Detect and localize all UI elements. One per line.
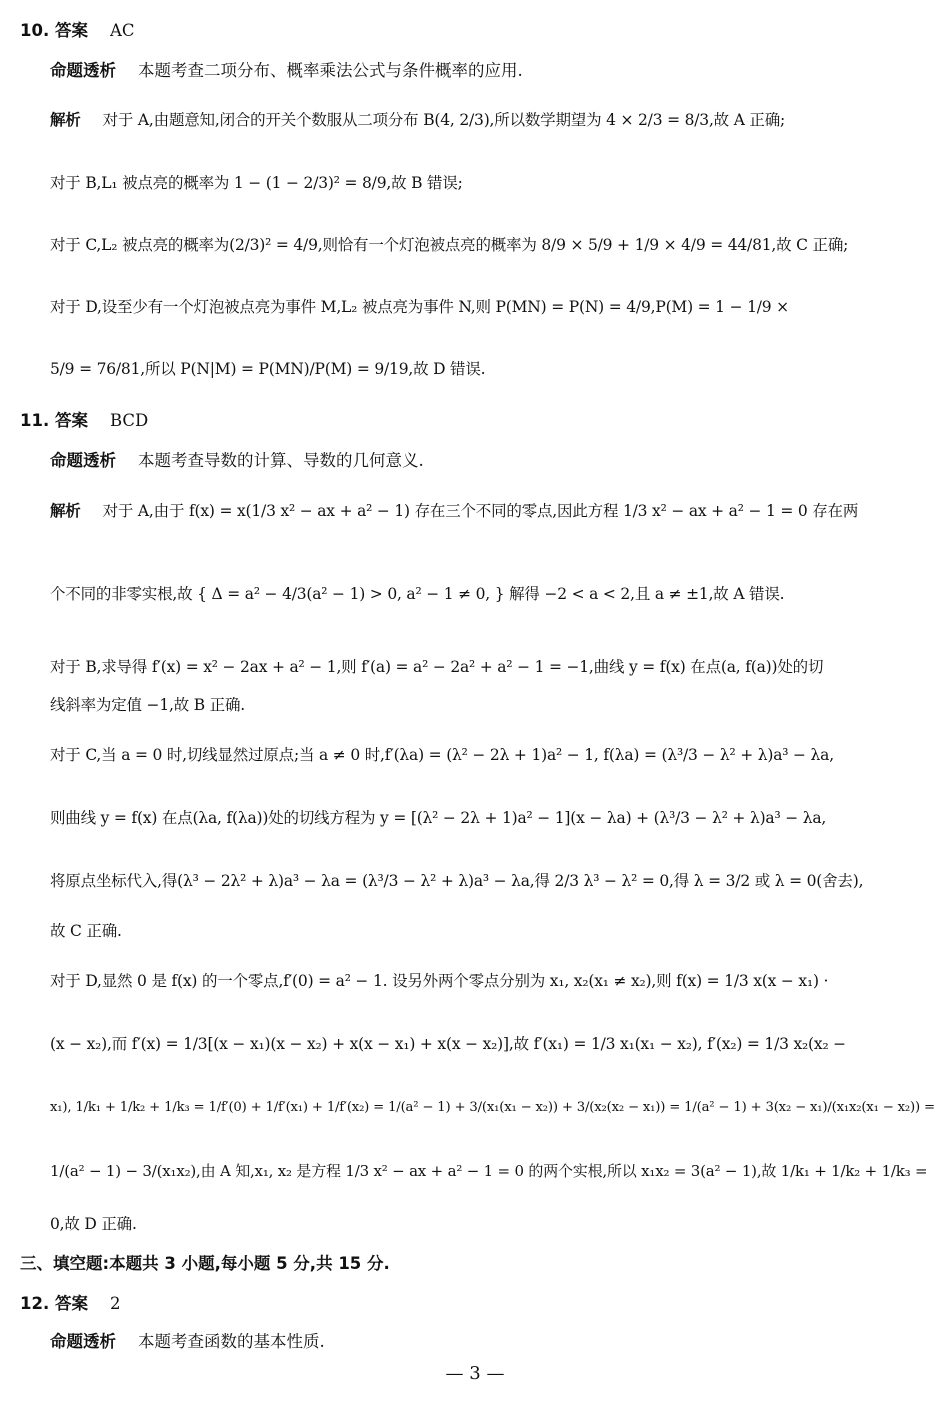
- analysis-label: 解析: [50, 111, 81, 129]
- page-number: — 3 —: [445, 1363, 505, 1384]
- q10-analysis-line-1: [50, 109, 785, 131]
- q10-line-5: 5/9 = 76/81,所以 P(N|M) = P(MN)/P(M) = 9/19,故 D 错误.: [50, 360, 486, 378]
- q11-line-5: 对于 C,当 a = 0 时,切线显然过原点;当 a ≠ 0 时,f′(λa) = (λ² − 2λ + 1)a² − 1, f(λa) = (λ³/3 − λ² + λ)a³ − λa,: [50, 746, 834, 764]
- q11-line-8: 故 C 正确.: [50, 922, 122, 940]
- q11-line-11: x₁), 1/k₁ + 1/k₂ + 1/k₃ = 1/f′(0) + 1/f′(x₁) + 1/f′(x₂) = 1/(a² − 1) + 3/(x₁(x₁ − x₂)) + 3/(x₂(x₂ − x₁)) = 1/(a² − 1) + 3(x₂ − x₁)/(x₁x₂(x₁ − x₂)) =: [50, 1100, 935, 1115]
- analysis-text: 对于 A,由于 f(x) = x(1/3 x² − ax + a² − 1) 存在三个不同的零点,因此方程 1/3 x² − ax + a² − 1 = 0 存在两: [102, 502, 859, 520]
- q11-line-9: 对于 D,显然 0 是 f(x) 的一个零点,f′(0) = a² − 1. 设另外两个零点分别为 x₁, x₂(x₁ ≠ x₂),则 f(x) = 1/3 x(x − x₁) ·: [50, 972, 829, 990]
- q11-analysis-line-1: [50, 500, 858, 522]
- q10-line-4: 对于 D,设至少有一个灯泡被点亮为事件 M,L₂ 被点亮为事件 N,则 P(MN) = P(N) = 4/9,P(M) = 1 − 1/9 ×: [50, 298, 789, 316]
- q10-line-2: 对于 B,L₁ 被点亮的概率为 1 − (1 − 2/3)² = 8/9,故 B 错误;: [50, 174, 463, 192]
- analysis-label: 解析: [50, 502, 81, 520]
- q12-intent-line: [50, 1331, 325, 1353]
- answer-value: BCD: [109, 411, 149, 430]
- q11-answer-line: [20, 410, 148, 432]
- answer-label: 11. 答案: [20, 411, 88, 430]
- q10-answer-line: [20, 20, 135, 42]
- answer-label: 12. 答案: [20, 1294, 88, 1313]
- intent-label: 命题透析: [50, 1332, 116, 1351]
- q11-line-12: 1/(a² − 1) − 3/(x₁x₂),由 A 知,x₁, x₂ 是方程 1/3 x² − ax + a² − 1 = 0 的两个实根,所以 x₁x₂ = 3(a² − 1),故 1/k₁ + 1/k₂ + 1/k₃ =: [50, 1162, 928, 1180]
- answer-value: 2: [109, 1294, 121, 1313]
- q11-line-6: 则曲线 y = f(x) 在点(λa, f(λa))处的切线方程为 y = [(λ² − 2λ + 1)a² − 1](x − λa) + (λ³/3 − λ² + λ)a³ − λa,: [50, 809, 827, 827]
- q11-intent-line: [50, 450, 424, 472]
- q11-line-4: 线斜率为定值 −1,故 B 正确.: [50, 696, 245, 714]
- q11-line-13: 0,故 D 正确.: [50, 1215, 137, 1233]
- intent-text: 本题考查函数的基本性质.: [138, 1332, 325, 1351]
- q12-answer-line: [20, 1293, 120, 1315]
- answer-value: AC: [109, 21, 135, 40]
- q10-line-3: 对于 C,L₂ 被点亮的概率为(2/3)² = 4/9,则恰有一个灯泡被点亮的概率为 8/9 × 5/9 + 1/9 × 4/9 = 44/81,故 C 正确;: [50, 236, 849, 254]
- intent-label: 命题透析: [50, 61, 116, 80]
- q11-line-7: 将原点坐标代入,得(λ³ − 2λ² + λ)a³ − λa = (λ³/3 − λ² + λ)a³ − λa,得 2/3 λ³ − λ² = 0,得 λ = 3/2 或 λ = 0(舍去),: [50, 872, 864, 890]
- section-heading: 三、填空题:本题共 3 小题,每小题 5 分,共 15 分.: [20, 1254, 390, 1273]
- analysis-text: 对于 A,由题意知,闭合的开关个数服从二项分布 B(4, 2/3),所以数学期望为 4 × 2/3 = 8/3,故 A 正确;: [102, 111, 786, 129]
- intent-text: 本题考查二项分布、概率乘法公式与条件概率的应用.: [138, 61, 523, 80]
- q11-line-3: 对于 B,求导得 f′(x) = x² − 2ax + a² − 1,则 f′(a) = a² − 2a² + a² − 1 = −1,曲线 y = f(x) 在点(a, f(a))处的切: [50, 658, 824, 676]
- answer-label: 10. 答案: [20, 21, 88, 40]
- intent-text: 本题考查导数的计算、导数的几何意义.: [138, 451, 424, 470]
- q11-line-10: (x − x₂),而 f′(x) = 1/3[(x − x₁)(x − x₂) + x(x − x₁) + x(x − x₂)],故 f′(x₁) = 1/3 x₁(x₁ − x₂), f′(x₂) = 1/3 x₂(x₂ −: [50, 1035, 846, 1053]
- q10-intent-line: [50, 60, 523, 82]
- intent-label: 命题透析: [50, 451, 116, 470]
- q11-line-2: 个不同的非零实根,故 { Δ = a² − 4/3(a² − 1) > 0, a² − 1 ≠ 0, } 解得 −2 < a < 2,且 a ≠ ±1,故 A 错误.: [50, 585, 785, 603]
